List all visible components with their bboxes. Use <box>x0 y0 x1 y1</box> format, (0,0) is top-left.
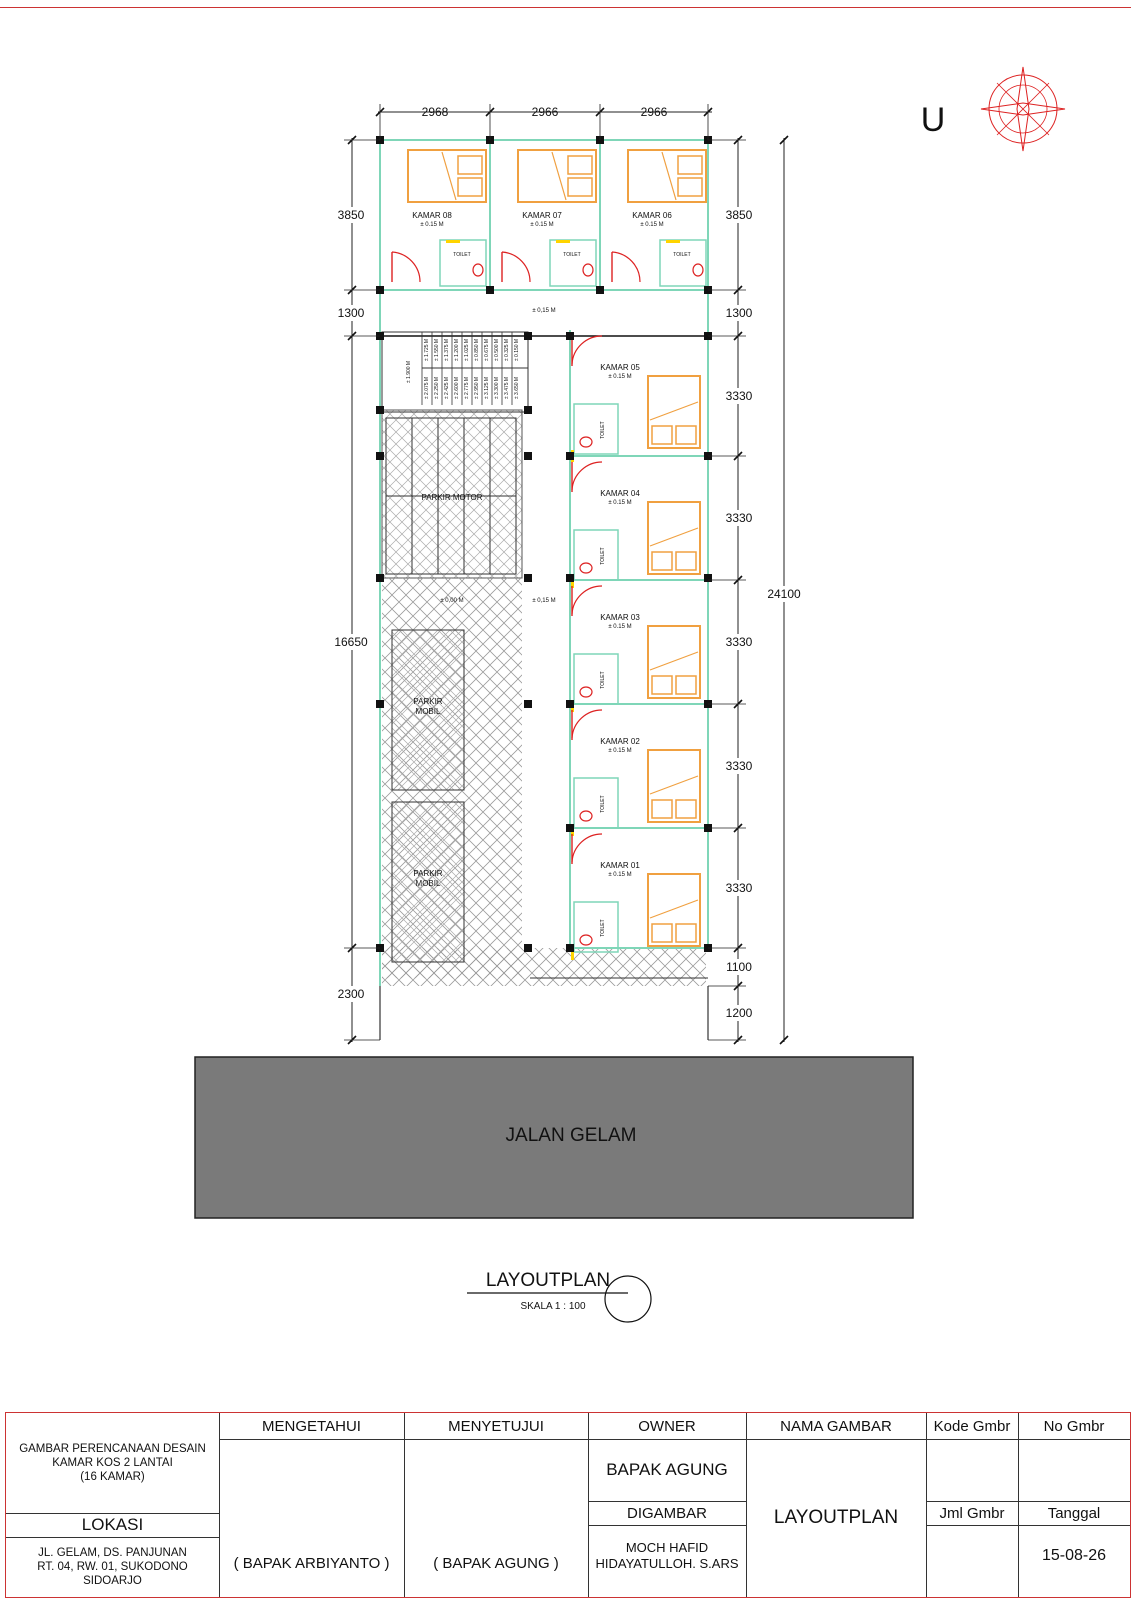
dimension-left: 3850 <box>337 208 365 222</box>
dimension-right: 3330 <box>725 511 753 525</box>
blanket-fold <box>650 776 698 794</box>
toilet-enclosure <box>574 654 618 704</box>
structural-column <box>566 824 574 832</box>
stair-level-upper: ± 1.550 M <box>434 338 440 362</box>
parking-level: ± 0,00 M <box>440 598 464 604</box>
blanket-fold <box>442 152 456 200</box>
pillow-icon <box>678 156 702 174</box>
owner-label: OWNER <box>638 1417 696 1435</box>
toilet-label: TOILET <box>600 671 606 689</box>
blanket-fold <box>662 152 676 200</box>
room-level: ± 0.15 M <box>530 222 554 228</box>
pillow-icon <box>458 156 482 174</box>
no-gambar-label: No Gmbr <box>1043 1417 1105 1435</box>
toilet-bowl-icon <box>580 935 592 945</box>
structural-column <box>376 452 384 460</box>
stair-level-upper: ± 1.725 M <box>424 338 430 362</box>
stair-level-lower: ± 3.475 M <box>504 376 510 400</box>
pillow-icon <box>678 178 702 196</box>
blanket-fold <box>650 528 698 546</box>
north-label: U <box>920 101 946 139</box>
stair-level-upper: ± 1.200 M <box>454 338 460 362</box>
dimension-right: 3330 <box>725 881 753 895</box>
bed-icon <box>648 626 700 698</box>
dimension-right: 3330 <box>725 635 753 649</box>
parkir-mobil-label: PARKIR <box>413 869 443 878</box>
tanggal-label: Tanggal <box>1047 1504 1101 1522</box>
pillow-icon <box>676 800 696 818</box>
structural-column <box>524 574 532 582</box>
owner-value: BAPAK AGUNG <box>606 1460 728 1479</box>
structural-column <box>486 286 494 294</box>
dimension-right: 1100 <box>726 960 752 974</box>
digambar-value: MOCH HAFID HIDAYATULLOH. S.ARS <box>595 1540 739 1571</box>
structural-column <box>566 700 574 708</box>
dimension-left: 2300 <box>337 987 365 1001</box>
toilet-enclosure <box>574 404 618 454</box>
dimension-right: 1300 <box>725 306 753 320</box>
pillow-icon <box>652 676 672 694</box>
pillow-icon <box>652 800 672 818</box>
structural-column <box>524 406 532 414</box>
structural-column <box>566 944 574 952</box>
road-label: JALAN GELAM <box>505 1125 637 1146</box>
room-name: KAMAR 05 <box>600 363 640 372</box>
structural-column <box>566 574 574 582</box>
dimension-right: 3330 <box>725 389 753 403</box>
blanket-fold <box>650 900 698 918</box>
corridor-level-side: ± 0,15 M <box>532 598 556 604</box>
toilet-enclosure <box>660 240 706 286</box>
structural-column <box>524 452 532 460</box>
dimension-left: 1300 <box>337 306 365 320</box>
stair-level-lower: ± 3.650 M <box>514 376 520 400</box>
structural-column <box>376 406 384 414</box>
pillow-icon <box>676 426 696 444</box>
pillow-icon <box>676 924 696 942</box>
corridor-level-top: ± 0,15 M <box>532 308 556 314</box>
dimension-top: 2968 <box>421 105 449 119</box>
lokasi-value: JL. GELAM, DS. PANJUNAN RT. 04, RW. 01, SUKODONO SIDOARJO <box>37 1547 188 1587</box>
drawing-scale: SKALA 1 : 100 <box>520 1301 586 1312</box>
stair-level-upper: ± 0.500 M <box>494 338 500 362</box>
blanket-fold <box>650 402 698 420</box>
toilet-label: TOILET <box>453 252 471 258</box>
pillow-icon <box>652 552 672 570</box>
structural-column <box>376 700 384 708</box>
structural-column <box>524 944 532 952</box>
structural-column <box>566 332 574 340</box>
room-level: ± 0.15 M <box>608 500 632 506</box>
blanket-fold <box>650 652 698 670</box>
structural-column <box>524 700 532 708</box>
dimension-top: 2966 <box>640 105 668 119</box>
stair-level-lower: ± 2.075 M <box>424 376 430 400</box>
toilet-bowl-icon <box>580 563 592 573</box>
room-name: KAMAR 02 <box>600 737 640 746</box>
pillow-icon <box>568 156 592 174</box>
stair-level-upper: ± 0.150 M <box>514 338 520 362</box>
stair-level-lower: ± 2.950 M <box>474 376 480 400</box>
stair-level-upper: ± 0.325 M <box>504 338 510 362</box>
dimension-right: 1200 <box>725 1006 753 1020</box>
toilet-label: TOILET <box>600 421 606 439</box>
stair-level-upper: ± 1.375 M <box>444 338 450 362</box>
room-level: ± 0.15 M <box>420 222 444 228</box>
stair-level-lower: ± 3.300 M <box>494 376 500 400</box>
stair-level-upper: ± 1.025 M <box>464 338 470 362</box>
compass-diagonals <box>997 83 1049 135</box>
digambar-label: DIGAMBAR <box>626 1504 707 1522</box>
parkir-mobil-label: PARKIR <box>413 697 443 706</box>
structural-column <box>566 452 574 460</box>
dimension-right: 3850 <box>725 208 753 222</box>
room-level: ± 0.15 M <box>640 222 664 228</box>
toilet-bowl-icon <box>583 264 593 276</box>
dimension-right: 3330 <box>725 759 753 773</box>
drawing-number-circle <box>605 1276 651 1322</box>
bed-icon <box>648 376 700 448</box>
room-level: ± 0.15 M <box>608 748 632 754</box>
toilet-bowl-icon <box>580 437 592 447</box>
bed-icon <box>648 750 700 822</box>
door-swing-arc <box>572 462 602 490</box>
room-name: KAMAR 03 <box>600 613 640 622</box>
window-mark <box>556 240 570 243</box>
toilet-label: TOILET <box>600 547 606 565</box>
room-level: ± 0.15 M <box>608 624 632 630</box>
dimension-left: 16650 <box>334 635 368 649</box>
room-name: KAMAR 01 <box>600 861 640 870</box>
toilet-label: TOILET <box>673 252 691 258</box>
lokasi-label: LOKASI <box>81 1515 144 1534</box>
door-swing-arc <box>572 336 602 364</box>
door-swing-arc <box>502 252 530 282</box>
toilet-label: TOILET <box>563 252 581 258</box>
jml-gambar-label: Jml Gmbr <box>939 1504 1005 1522</box>
room-name: KAMAR 06 <box>632 211 672 220</box>
toilet-bowl-icon <box>580 811 592 821</box>
pillow-icon <box>652 924 672 942</box>
door-swing-arc <box>612 252 640 282</box>
structural-column <box>376 574 384 582</box>
toilet-enclosure <box>574 902 618 952</box>
toilet-label: TOILET <box>600 795 606 813</box>
bed-icon <box>648 874 700 946</box>
kode-gambar-label: Kode Gmbr <box>933 1417 1011 1435</box>
mengetahui-label: MENGETAHUI <box>262 1417 361 1435</box>
pillow-icon <box>652 426 672 444</box>
door-swing-arc <box>572 586 602 614</box>
menyetujui-value: ( BAPAK AGUNG ) <box>433 1554 559 1572</box>
title-block <box>5 1412 1131 1598</box>
pillow-icon <box>676 676 696 694</box>
structural-column <box>704 574 712 582</box>
nama-gambar-label: NAMA GAMBAR <box>780 1417 892 1435</box>
stair-level-lower: ± 2.600 M <box>454 376 460 400</box>
stair-landing-level: ± 1.900 M <box>406 360 412 384</box>
pillow-icon <box>676 552 696 570</box>
stair-level-upper: ± 0.850 M <box>474 338 480 362</box>
tanggal-value: 15-08-26 <box>1041 1547 1107 1564</box>
parkir-mobil-label: MOBIL <box>415 707 441 716</box>
door-swing-arc <box>572 710 602 738</box>
room-name: KAMAR 08 <box>412 211 452 220</box>
stair-level-lower: ± 3.125 M <box>484 376 490 400</box>
stair-level-lower: ± 2.775 M <box>464 376 470 400</box>
structural-column <box>524 332 532 340</box>
toilet-enclosure <box>550 240 596 286</box>
structural-column <box>596 286 604 294</box>
bed-icon <box>408 150 486 202</box>
bed-icon <box>518 150 596 202</box>
door-swing-arc <box>392 252 420 282</box>
toilet-enclosure <box>574 530 618 580</box>
toilet-enclosure <box>440 240 486 286</box>
parkir-motor-label: PARKIR MOTOR <box>421 493 483 502</box>
toilet-enclosure <box>574 778 618 828</box>
toilet-bowl-icon <box>580 687 592 697</box>
window-mark <box>446 240 460 243</box>
pillow-icon <box>458 178 482 196</box>
mengetahui-value: ( BAPAK ARBIYANTO ) <box>233 1554 390 1572</box>
pillow-icon <box>568 178 592 196</box>
nama-gambar-value: LAYOUTPLAN <box>773 1507 899 1528</box>
room-name: KAMAR 04 <box>600 489 640 498</box>
toilet-bowl-icon <box>693 264 703 276</box>
room-level: ± 0.15 M <box>608 374 632 380</box>
toilet-label: TOILET <box>600 919 606 937</box>
stair-level-upper: ± 0.675 M <box>484 338 490 362</box>
drawing-title: LAYOUTPLAN <box>485 1270 611 1291</box>
blanket-fold <box>552 152 566 200</box>
bed-icon <box>648 502 700 574</box>
stair-level-lower: ± 2.425 M <box>444 376 450 400</box>
room-level: ± 0.15 M <box>608 872 632 878</box>
door-swing-arc <box>572 834 602 862</box>
dimension-top: 2966 <box>531 105 559 119</box>
toilet-bowl-icon <box>473 264 483 276</box>
menyetujui-label: MENYETUJUI <box>448 1417 544 1435</box>
room-name: KAMAR 07 <box>522 211 562 220</box>
parkir-mobil-label: MOBIL <box>415 879 441 888</box>
dimension-total: 24100 <box>767 587 801 601</box>
bed-icon <box>628 150 706 202</box>
window-mark <box>666 240 680 243</box>
stair-level-lower: ± 2.250 M <box>434 376 440 400</box>
project-description: GAMBAR PERENCANAAN DESAIN KAMAR KOS 2 LANTAI (16 KAMAR) <box>19 1443 206 1483</box>
